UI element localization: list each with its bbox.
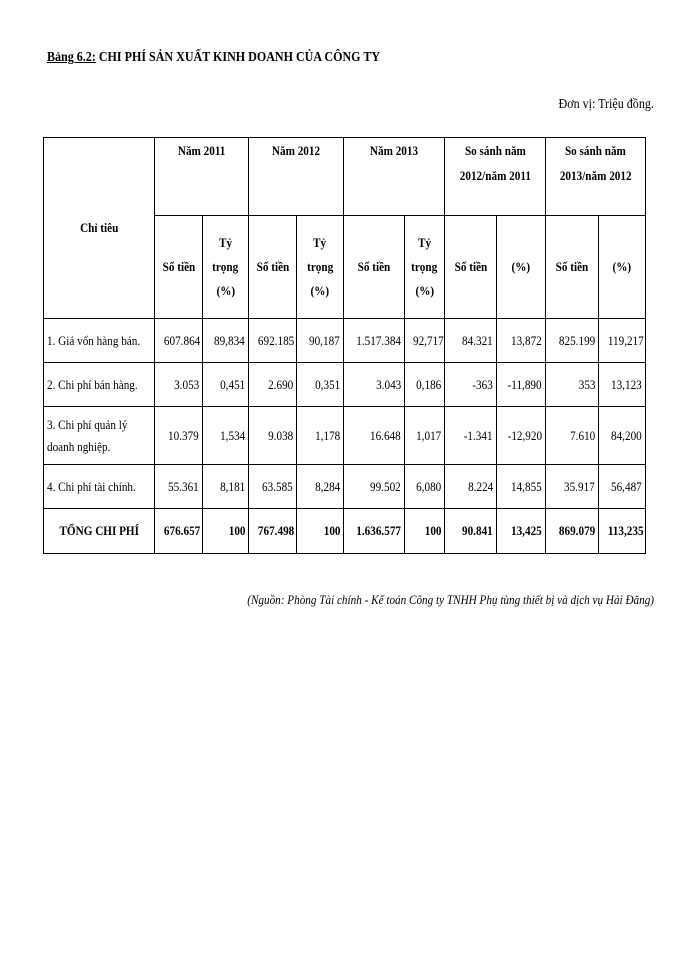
cell-value: 0,451 xyxy=(203,363,249,407)
cell-value: 35.917 xyxy=(546,465,599,509)
cell-value: 3.053 xyxy=(155,363,203,407)
total-value: 1.636.577 xyxy=(344,509,405,554)
cell-value: 14,855 xyxy=(497,465,546,509)
cell-value: 13,123 xyxy=(599,363,646,407)
header-so-tien: Số tiền xyxy=(445,216,497,319)
row-label: 4. Chi phí tài chính. xyxy=(44,465,155,509)
table-row xyxy=(44,465,646,509)
cell-value: 692.185 xyxy=(249,319,297,363)
cell-value: 8.224 xyxy=(445,465,497,509)
total-value: 767.498 xyxy=(249,509,297,554)
table-title xyxy=(47,50,380,66)
header-group-2011: Năm 2011 xyxy=(155,138,249,216)
header-so-tien: Số tiền xyxy=(155,216,203,319)
unit-note: Đơn vị: Triệu đồng. xyxy=(558,97,654,112)
table-row xyxy=(44,363,646,407)
cell-value: 90,187 xyxy=(297,319,344,363)
header-group-compare-2012-2011: So sánh năm 2012/năm 2011 xyxy=(445,138,546,216)
total-value: 869.079 xyxy=(546,509,599,554)
header-group-compare-2013-2012: So sánh năm 2013/năm 2012 xyxy=(546,138,646,216)
cell-value: 0,186 xyxy=(405,363,445,407)
header-percent: (%) xyxy=(599,216,646,319)
header-chi-tieu: Chỉ tiêu xyxy=(44,138,155,319)
header-row-years xyxy=(44,138,646,216)
header-ty-trong: Tỷ trọng (%) xyxy=(297,216,344,319)
total-value: 676.657 xyxy=(155,509,203,554)
table-title-text: CHI PHÍ SẢN XUẤT KINH DOANH CỦA CÔNG TY xyxy=(95,50,381,65)
total-value: 13,425 xyxy=(497,509,546,554)
cell-value: 1.517.384 xyxy=(344,319,405,363)
header-so-tien: Số tiền xyxy=(249,216,297,319)
cell-value: 13,872 xyxy=(497,319,546,363)
header-group-2012: Năm 2012 xyxy=(249,138,344,216)
cell-value: 84,200 xyxy=(599,407,646,465)
cell-value: 0,351 xyxy=(297,363,344,407)
cell-value: 607.864 xyxy=(155,319,203,363)
total-value: 100 xyxy=(297,509,344,554)
cell-value: 353 xyxy=(546,363,599,407)
cell-value: -12,920 xyxy=(497,407,546,465)
cell-value: -1.341 xyxy=(445,407,497,465)
cell-value: 56,487 xyxy=(599,465,646,509)
total-value: 100 xyxy=(203,509,249,554)
cell-value: 99.502 xyxy=(344,465,405,509)
table-row xyxy=(44,407,646,465)
header-group-2013: Năm 2013 xyxy=(344,138,445,216)
cell-value: 9.038 xyxy=(249,407,297,465)
cell-value: 1,534 xyxy=(203,407,249,465)
cell-value: 10.379 xyxy=(155,407,203,465)
header-ty-trong: Tỷ trọng (%) xyxy=(203,216,249,319)
cell-value: 3.043 xyxy=(344,363,405,407)
cost-table xyxy=(43,137,646,554)
header-so-tien: Số tiền xyxy=(344,216,405,319)
cell-value: 63.585 xyxy=(249,465,297,509)
total-value: 100 xyxy=(405,509,445,554)
cell-value: 2.690 xyxy=(249,363,297,407)
header-so-tien: Số tiền xyxy=(546,216,599,319)
cell-value: -363 xyxy=(445,363,497,407)
total-label: TỔNG CHI PHÍ xyxy=(44,509,155,554)
cell-value: -11,890 xyxy=(497,363,546,407)
cell-value: 89,834 xyxy=(203,319,249,363)
cell-value: 1,017 xyxy=(405,407,445,465)
cell-value: 825.199 xyxy=(546,319,599,363)
source-note: (Nguồn: Phòng Tài chính - Kế toán Công ty TNHH Phụ tùng thiết bị và dịch vụ Hải Đăng) xyxy=(247,592,654,607)
total-value: 90.841 xyxy=(445,509,497,554)
header-ty-trong: Tỷ trọng (%) xyxy=(405,216,445,319)
row-label: 1. Giá vốn hàng bán. xyxy=(44,319,155,363)
cell-value: 84.321 xyxy=(445,319,497,363)
table-number: Bảng 6.2: xyxy=(47,50,96,65)
cell-value: 8,284 xyxy=(297,465,344,509)
cell-value: 16.648 xyxy=(344,407,405,465)
cell-value: 55.361 xyxy=(155,465,203,509)
row-label: 3. Chi phí quản lý doanh nghiệp. xyxy=(44,407,155,465)
row-label: 2. Chi phí bán hàng. xyxy=(44,363,155,407)
cell-value: 92,717 xyxy=(405,319,445,363)
cell-value: 8,181 xyxy=(203,465,249,509)
total-row xyxy=(44,509,646,554)
header-percent: (%) xyxy=(497,216,546,319)
cell-value: 7.610 xyxy=(546,407,599,465)
cell-value: 119,217 xyxy=(599,319,646,363)
table-row xyxy=(44,319,646,363)
cell-value: 1,178 xyxy=(297,407,344,465)
total-value: 113,235 xyxy=(599,509,646,554)
cell-value: 6,080 xyxy=(405,465,445,509)
